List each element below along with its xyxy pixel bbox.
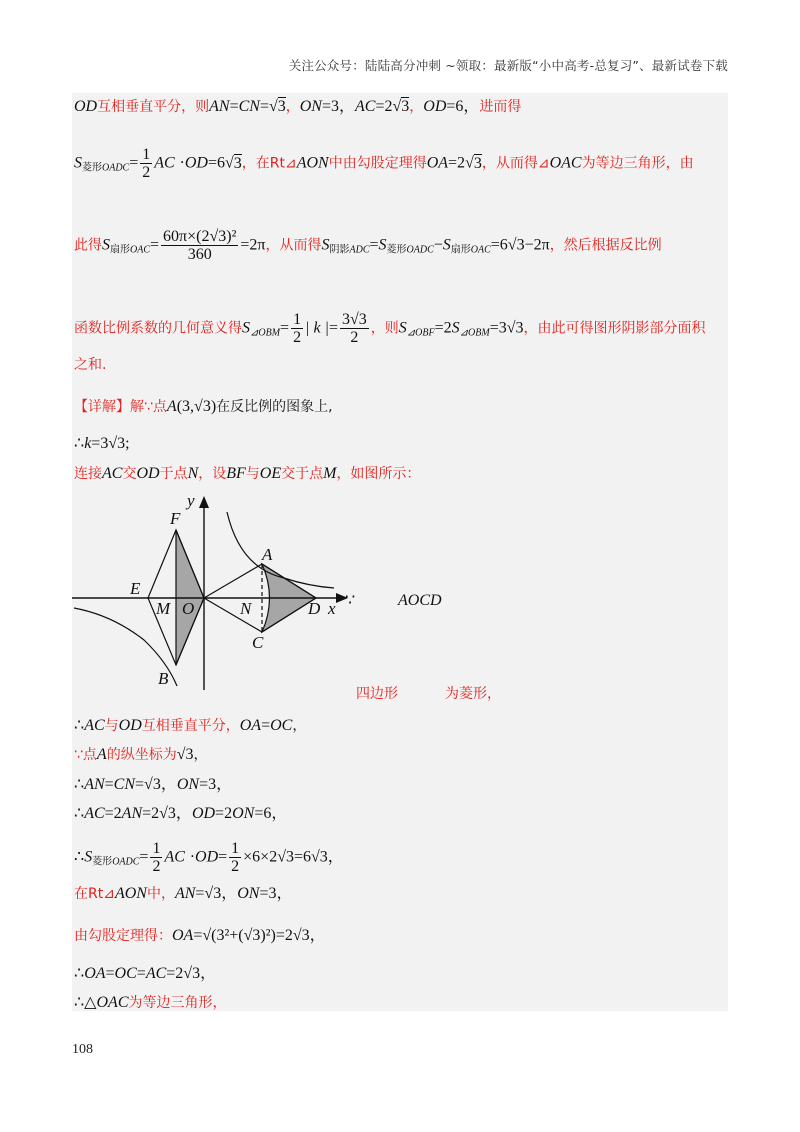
math-value: =3， xyxy=(259,885,293,902)
math-an: AN xyxy=(121,805,143,822)
math-value: =3√3; xyxy=(91,435,130,452)
text: ，如图所示： xyxy=(336,466,421,482)
subscript: 菱形 xyxy=(92,856,113,868)
math-ac: AC xyxy=(154,154,175,172)
analysis-line-1 xyxy=(74,96,521,117)
solution-line-11 xyxy=(74,963,216,984)
math-an: AN xyxy=(209,98,230,115)
math-n: N xyxy=(187,465,199,482)
label-m: M xyxy=(156,599,171,618)
subscript: OADC xyxy=(112,856,140,868)
math-an: AN xyxy=(84,776,105,793)
math-ac: AC xyxy=(102,465,123,482)
math-value: =2 xyxy=(434,319,452,337)
math-therefore: ∴ xyxy=(74,848,85,866)
label-y: y xyxy=(187,491,195,510)
text: ，则 xyxy=(370,320,399,337)
label-c: C xyxy=(252,633,264,652)
math-s: S xyxy=(74,154,82,172)
math-therefore: ∴ xyxy=(74,435,85,452)
math-minus: − xyxy=(433,236,443,254)
text: 互相垂直平分，则 xyxy=(97,99,210,115)
math-s: S xyxy=(442,236,451,254)
math-eq: = xyxy=(129,154,139,172)
math-therefore: ∴ xyxy=(74,805,85,822)
math-od: OD xyxy=(191,805,216,822)
solution-line-10 xyxy=(74,925,326,946)
text: 中由勾股定理得 xyxy=(328,155,427,172)
text: ， xyxy=(409,99,424,115)
math-because: ∵ xyxy=(345,592,356,609)
page-number: 108 xyxy=(72,1042,93,1057)
math-a: A xyxy=(96,746,107,763)
label-f: F xyxy=(170,509,181,528)
triangle-symbol: ⊿ xyxy=(537,155,550,172)
text: ∵点 xyxy=(74,747,97,763)
math-eq: = xyxy=(259,98,269,115)
page-header: 关注公众号：陆陆高分冲刺 ~领取：最新版“小中高考-总复习”、最新试卷下载 xyxy=(288,58,728,73)
text: 为等边三角形，由 xyxy=(581,155,694,172)
solution-line-2 xyxy=(74,433,130,454)
math-od: OD xyxy=(423,98,447,115)
math-s: S xyxy=(451,319,460,337)
math-eq: = xyxy=(229,98,239,115)
subscript: ADC xyxy=(349,244,370,256)
text: ， xyxy=(285,99,300,115)
math-eq: = xyxy=(280,319,290,337)
math-eq: = xyxy=(105,965,115,982)
analysis-line-5 xyxy=(74,354,106,375)
triangle-symbol: ⊿ xyxy=(103,886,115,902)
math-k: k xyxy=(84,435,92,452)
math-value: =3√3 xyxy=(489,319,524,337)
math-cn: CN xyxy=(113,776,136,793)
figure-lingxing xyxy=(445,683,501,704)
math-aon: AON xyxy=(296,154,329,172)
math-abs-k: | k | xyxy=(305,319,329,337)
detail-tag: 【详解】 xyxy=(74,399,130,415)
math-on: ON xyxy=(176,776,200,793)
analysis-line-3 xyxy=(74,228,662,263)
math-s: S xyxy=(378,236,387,254)
figure-aocd xyxy=(398,590,442,611)
math-od: OD xyxy=(184,154,208,172)
sqrt-sign: √ xyxy=(465,154,474,172)
figure-because xyxy=(345,590,355,611)
fraction-half: $\frac{1}{2}$ xyxy=(293,311,302,346)
label-e: E xyxy=(130,579,141,598)
math-ac: AC xyxy=(164,848,185,866)
text: 进而得 xyxy=(479,99,522,115)
math-a: A xyxy=(166,398,177,415)
math-oa: OA xyxy=(84,965,106,982)
text: 的纵坐标为 xyxy=(106,747,177,763)
text: 解∵点 xyxy=(130,399,167,415)
solution-line-3 xyxy=(74,463,420,484)
figure-sibian xyxy=(356,683,398,704)
solution-line-8 xyxy=(74,840,344,875)
math-ac: AC xyxy=(84,805,105,822)
subscript: ⊿OBM xyxy=(250,327,281,339)
math-value: =√3， xyxy=(135,776,177,793)
subscript: OAC xyxy=(130,244,150,256)
math-oa: OA xyxy=(239,717,262,734)
text: 由勾股定理得： xyxy=(74,928,172,944)
solution-line-1 xyxy=(74,396,333,417)
subscript: OAC xyxy=(470,244,491,256)
label-x: x xyxy=(328,599,336,618)
math-oc: OC xyxy=(114,965,137,982)
solution-line-7 xyxy=(74,803,287,824)
subscript: ⊿OBM xyxy=(459,327,490,339)
math-s: S xyxy=(242,319,250,337)
math-od: OD xyxy=(118,717,142,734)
math-oa: OA xyxy=(172,927,194,944)
math-value: =3， xyxy=(199,776,233,793)
math-oac: OAC xyxy=(96,994,129,1011)
math-value: =6√3−2π xyxy=(490,236,550,254)
hyperbola-right-branch xyxy=(227,512,334,588)
math-eq: = xyxy=(218,848,228,866)
label-b: B xyxy=(158,669,169,688)
math-therefore-triangle: ∴△ xyxy=(74,994,97,1011)
analysis-line-4 xyxy=(74,311,706,346)
math-s: S xyxy=(102,236,110,254)
text: 与 xyxy=(104,718,119,734)
math-therefore: ∴ xyxy=(74,717,85,734)
math-value: =6 xyxy=(207,154,225,172)
text: 互相垂直平分， xyxy=(141,718,240,734)
subscript: OADC xyxy=(102,162,130,174)
math-therefore: ∴ xyxy=(74,965,85,982)
math-oac: OAC xyxy=(549,154,582,172)
fraction-sector: $\frac{\text{60π×(2√3)²}}{360}$ xyxy=(163,228,237,263)
math-m: M xyxy=(323,465,337,482)
text: ，由此可得图形阴影部分面积 xyxy=(523,320,706,337)
text: 连接 xyxy=(74,466,102,482)
math-value: =2 xyxy=(448,154,466,172)
math-value: =3， xyxy=(321,98,356,115)
label-d: D xyxy=(308,599,321,618)
math-oc: OC xyxy=(270,717,293,734)
text: ， xyxy=(292,718,307,734)
sqrt-sign: √ xyxy=(224,154,234,172)
math-ac: AC xyxy=(84,717,105,734)
text: 为菱形， xyxy=(445,686,501,702)
subscript: OADC xyxy=(406,244,434,256)
math-aon: AON xyxy=(114,885,147,902)
subscript: 菱形 xyxy=(386,244,407,256)
math-od: OD xyxy=(195,848,219,866)
math-bf: BF xyxy=(226,465,246,482)
text: 交于点 xyxy=(281,466,324,482)
subscript: 扇形 xyxy=(450,244,471,256)
math-on: ON xyxy=(299,98,322,115)
math-therefore: ∴ xyxy=(74,776,85,793)
math-eq: = xyxy=(369,236,379,254)
text: ，设 xyxy=(198,466,227,482)
math-on: ON xyxy=(237,885,260,902)
math-dot: · xyxy=(179,154,185,172)
text: 在Rt xyxy=(74,886,104,902)
analysis-line-2 xyxy=(74,146,694,181)
math-s: S xyxy=(84,848,93,866)
label-a: A xyxy=(262,545,273,564)
math-on: ON xyxy=(232,805,255,822)
sqrt-radicand: 3 xyxy=(233,154,242,172)
math-eq: = xyxy=(328,319,339,337)
subscript: 扇形 xyxy=(110,244,130,256)
math-eq: = xyxy=(261,717,271,734)
math-value: √3 xyxy=(176,746,194,763)
text: 与 xyxy=(245,466,260,482)
math-value: =2√3， xyxy=(142,805,192,822)
sqrt-radicand: 3 xyxy=(277,98,286,115)
math-aocd: AOCD xyxy=(398,592,442,609)
math-ac: AC xyxy=(355,98,376,115)
sqrt-radicand: 3 xyxy=(401,98,410,115)
math-eq: = xyxy=(104,776,114,793)
fraction-half: $\frac{1}{2}$ xyxy=(142,146,151,181)
solution-line-12 xyxy=(74,992,226,1013)
math-value: =√3， xyxy=(195,885,238,902)
math-ac: AC xyxy=(145,965,167,982)
text: 为等边三角形， xyxy=(128,995,227,1011)
fraction-3sqrt3: $\frac{3√3}{2}$ xyxy=(342,311,367,346)
math-value: =√(3²+(√3)²)=2√3， xyxy=(193,927,326,944)
label-n: N xyxy=(240,599,252,618)
math-value: =6， xyxy=(254,805,288,822)
text: 函数比例系数的几何意义得 xyxy=(74,320,242,337)
math-oa: OA xyxy=(426,154,449,172)
text: 于点 xyxy=(159,466,188,482)
math-value: =2√3， xyxy=(166,965,217,982)
text: 在反比例的图象上, xyxy=(216,399,333,415)
math-value: =2 xyxy=(375,98,393,115)
math-dot: · xyxy=(189,848,196,866)
fraction-half: $\frac{1}{2}$ xyxy=(152,840,161,875)
subscript: 阴影 xyxy=(329,244,350,256)
math-value: =2 xyxy=(104,805,122,822)
solution-line-5 xyxy=(74,744,207,765)
subscript: 菱形 xyxy=(82,162,102,174)
math-eq: = xyxy=(139,848,149,866)
fraction-half: $\frac{1}{2}$ xyxy=(231,840,240,875)
label-o: O xyxy=(182,599,195,618)
text: ，然后根据反比例 xyxy=(549,237,662,254)
text: 之和. xyxy=(74,357,107,373)
solution-line-6 xyxy=(74,774,232,795)
math-od: OD xyxy=(136,465,160,482)
math-cn: CN xyxy=(238,98,260,115)
text: ，从而得 xyxy=(265,237,322,254)
subscript: ⊿OBF xyxy=(406,327,435,339)
math-value: ×6×2√3=6√3， xyxy=(243,848,344,866)
text: 此得 xyxy=(74,237,102,254)
y-axis-arrow xyxy=(199,496,209,508)
math-coord: (3,√3) xyxy=(176,398,217,415)
math-od: OD xyxy=(74,98,98,115)
math-oe: OE xyxy=(259,465,282,482)
sqrt-radicand: 3 xyxy=(473,154,482,172)
text: ，从而得 xyxy=(481,155,538,172)
math-s: S xyxy=(398,319,407,337)
text: 中， xyxy=(146,886,175,902)
geometry-figure xyxy=(72,490,362,695)
math-an: AN xyxy=(174,885,196,902)
math-eq: = xyxy=(136,965,146,982)
triangle-symbol: ⊿ xyxy=(284,155,297,172)
math-value: =6， xyxy=(446,98,480,115)
text: 四边形 xyxy=(356,686,398,702)
solution-line-9 xyxy=(74,883,292,904)
math-value: =2 xyxy=(215,805,233,822)
math-s: S xyxy=(321,236,330,254)
text: ，在Rt xyxy=(241,155,285,172)
sqrt-sign: √ xyxy=(392,98,402,115)
text: 交 xyxy=(122,466,137,482)
math-value: =2π xyxy=(240,236,266,254)
solution-line-4 xyxy=(74,715,306,736)
math-eq: = xyxy=(150,236,160,254)
sqrt-sign: √ xyxy=(268,98,278,115)
text: ， xyxy=(193,747,208,763)
